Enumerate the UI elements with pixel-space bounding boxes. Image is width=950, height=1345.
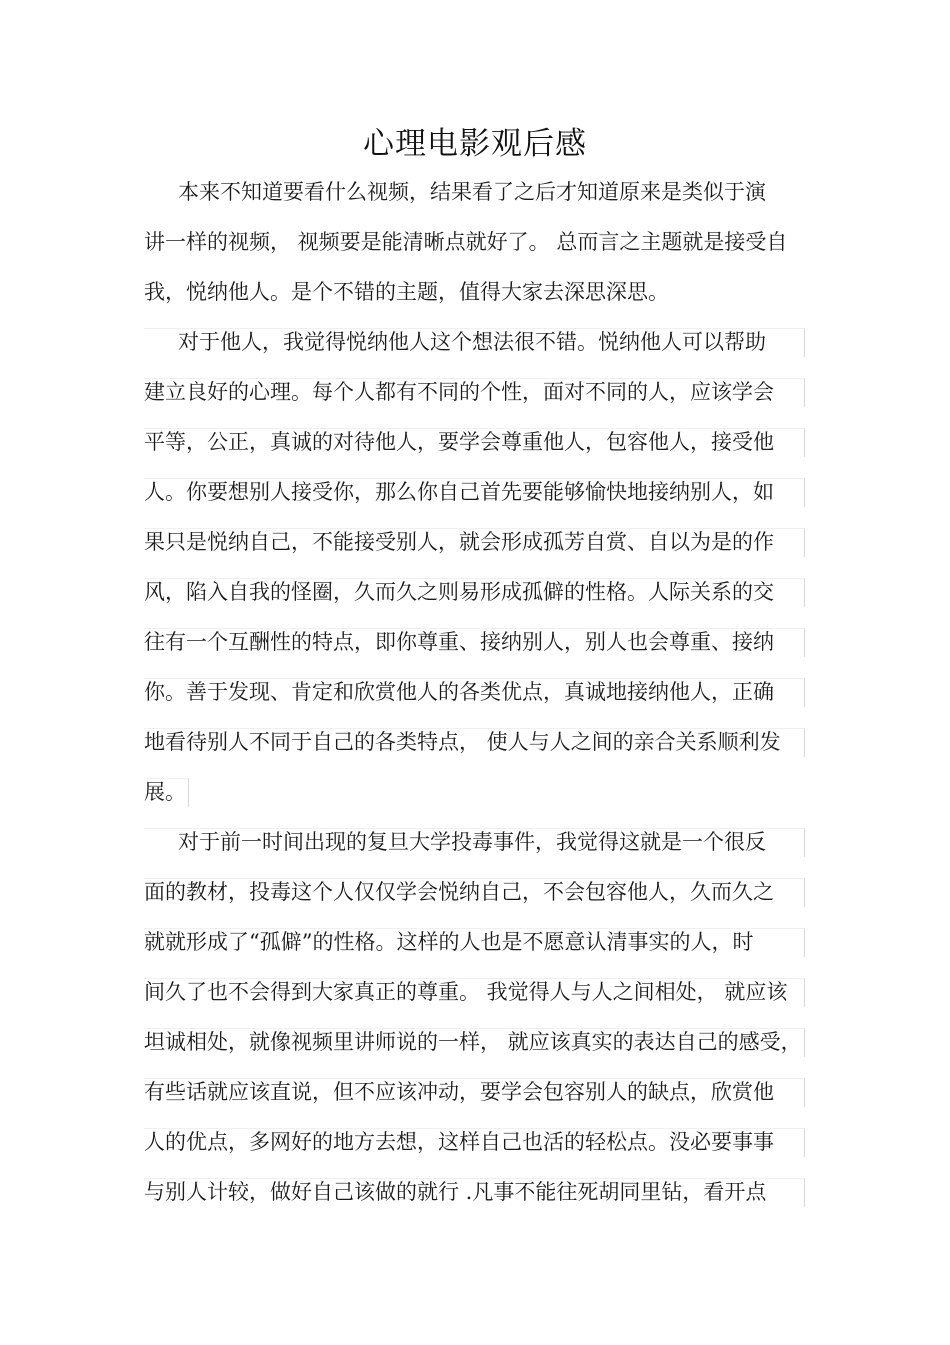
paragraph-2-line-1: 对于他人，我觉得悦纳他人这个想法很不错。悦纳他人可以帮助: [178, 330, 766, 354]
paragraph-1-line-1: 本来不知道要看什么视频，结果看了之后才知道原来是类似于演: [178, 180, 766, 204]
paragraph-3-line-5: 坦诚相处，就像视频里讲师说的一样， 就应该真实的表达自己的感受，: [144, 1030, 802, 1054]
paragraph-3-line-1: 对于前一时间出现的复旦大学投毒事件，我觉得这就是一个很反: [178, 830, 766, 854]
paragraph-2-line-3: 平等，公正，真诚的对待他人，要学会尊重他人，包容他人，接受他: [144, 430, 774, 454]
paragraph-3-line-2: 面的教材，投毒这个人仅仅学会悦纳自己，不会包容他人，久而久之: [144, 880, 774, 904]
paragraph-1-line-3: 我，悦纳他人。是个不错的主题，值得大家去深思深思。: [144, 280, 669, 304]
paragraph-2-line-5: 果只是悦纳自己，不能接受别人，就会形成孤芳自赏、自以为是的作: [144, 530, 774, 554]
paragraph-3-line-7: 人的优点，多网好的地方去想，这样自己也活的轻松点。没必要事事: [144, 1130, 774, 1154]
paragraph-2-line-7: 往有一个互酬性的特点，即你尊重、接纳别人，别人也会尊重、接纳: [144, 630, 774, 654]
paragraph-3-line-3: 就就形成了“孤僻”的性格。这样的人也是不愿意认清事实的人，时: [144, 930, 754, 954]
paragraph-2-line-4: 人。你要想别人接受你，那么你自己首先要能够愉快地接纳别人，如: [144, 480, 774, 504]
paragraph-2-line-6: 风，陷入自我的怪圈，久而久之则易形成孤僻的性格。人际关系的交: [144, 580, 774, 604]
paragraph-2-line-10: 展。: [144, 780, 186, 804]
paragraph-3-line-4: 间久了也不会得到大家真正的尊重。 我觉得人与人之间相处， 就应该: [144, 980, 788, 1004]
paragraph-2-line-9: 地看待别人不同于自己的各类特点， 使人与人之间的亲合关系顺利发: [144, 730, 781, 754]
document-title: 心理电影观后感: [363, 126, 587, 162]
paragraph-2-line-8: 你。善于发现、肯定和欣赏他人的各类优点，真诚地接纳他人，正确: [144, 680, 774, 704]
paragraph-2-line-2: 建立良好的心理。每个人都有不同的个性，面对不同的人，应该学会: [144, 380, 774, 404]
paragraph-3-line-6: 有些话就应该直说，但不应该冲动，要学会包容别人的缺点，欣赏他: [144, 1080, 774, 1104]
paragraph-3-line-8: 与别人计较，做好自己该做的就行 .凡事不能往死胡同里钻，看开点: [144, 1180, 767, 1204]
paragraph-1-line-2: 讲一样的视频， 视频要是能清晰点就好了。 总而言之主题就是接受自: [144, 230, 788, 254]
